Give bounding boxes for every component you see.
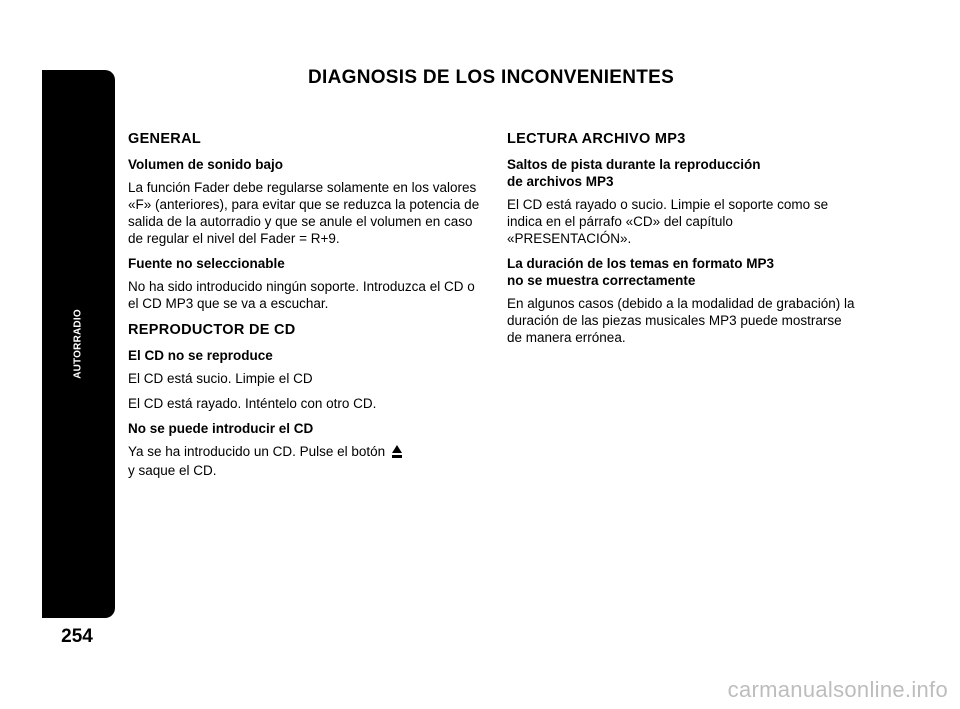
subheading-track-skips-line1: Saltos de pista durante la reproducción: [507, 157, 761, 172]
subheading-track-skips: [507, 156, 859, 190]
text-duration-display: En algunos casos (debido a la modalidad de grabación) la duración de las piezas musicales MP3 puede mostrarse de manera errónea.: [507, 296, 855, 345]
subheading-low-volume: Volumen de sonido bajo: [128, 157, 284, 172]
text-cd-cannot-insert: [128, 443, 488, 479]
text-cd-dirty: El CD está sucio. Limpie el CD: [128, 371, 313, 386]
subheading-duration-display-line2: no se muestra correctamente: [507, 273, 696, 288]
right-column: [507, 131, 859, 354]
text-low-volume: La función Fader debe regularse solamente en los valores «F» (anteriores), para evitar que se reduzca la potencia de salida de la autorradio y que se anule el volumen en caso de regular el nivel del Fader = R+9.: [128, 180, 480, 246]
section-heading-general: GENERAL: [128, 131, 201, 147]
section-label: AUTORRADIO: [72, 309, 84, 379]
page-title: DIAGNOSIS DE LOS INCONVENIENTES: [308, 67, 675, 88]
section-heading-mp3: LECTURA ARCHIVO MP3: [507, 131, 686, 147]
left-column: [128, 131, 488, 487]
subheading-track-skips-line2: de archivos MP3: [507, 174, 614, 189]
text-track-skips: El CD está rayado o sucio. Limpie el soporte como se indica en el párrafo «CD» del capítulo «PRESENTACIÓN».: [507, 197, 829, 246]
subheading-cd-not-playing: El CD no se reproduce: [128, 348, 273, 363]
subheading-duration-display-line1: La duración de los temas en formato MP3: [507, 256, 775, 271]
section-heading-cd-player: REPRODUCTOR DE CD: [128, 322, 296, 338]
watermark: carmanualsonline.info: [727, 677, 948, 702]
text-cd-scratched: El CD está rayado. Inténtelo con otro CD.: [128, 396, 377, 411]
subheading-source-not-selectable: Fuente no seleccionable: [128, 256, 285, 271]
page-number: 254: [61, 626, 93, 647]
text-source-not-selectable: No ha sido introducido ningún soporte. Introduzca el CD o el CD MP3 que se va a escuchar.: [128, 279, 475, 311]
text-cd-cannot-insert-line1: Ya se ha introducido un CD. Pulse el botón: [128, 444, 386, 459]
subheading-cd-cannot-insert: No se puede introducir el CD: [128, 421, 314, 436]
text-cd-cannot-insert-line2: y saque el CD.: [128, 463, 217, 478]
eject-icon: [392, 445, 402, 462]
subheading-duration-display: [507, 255, 859, 289]
